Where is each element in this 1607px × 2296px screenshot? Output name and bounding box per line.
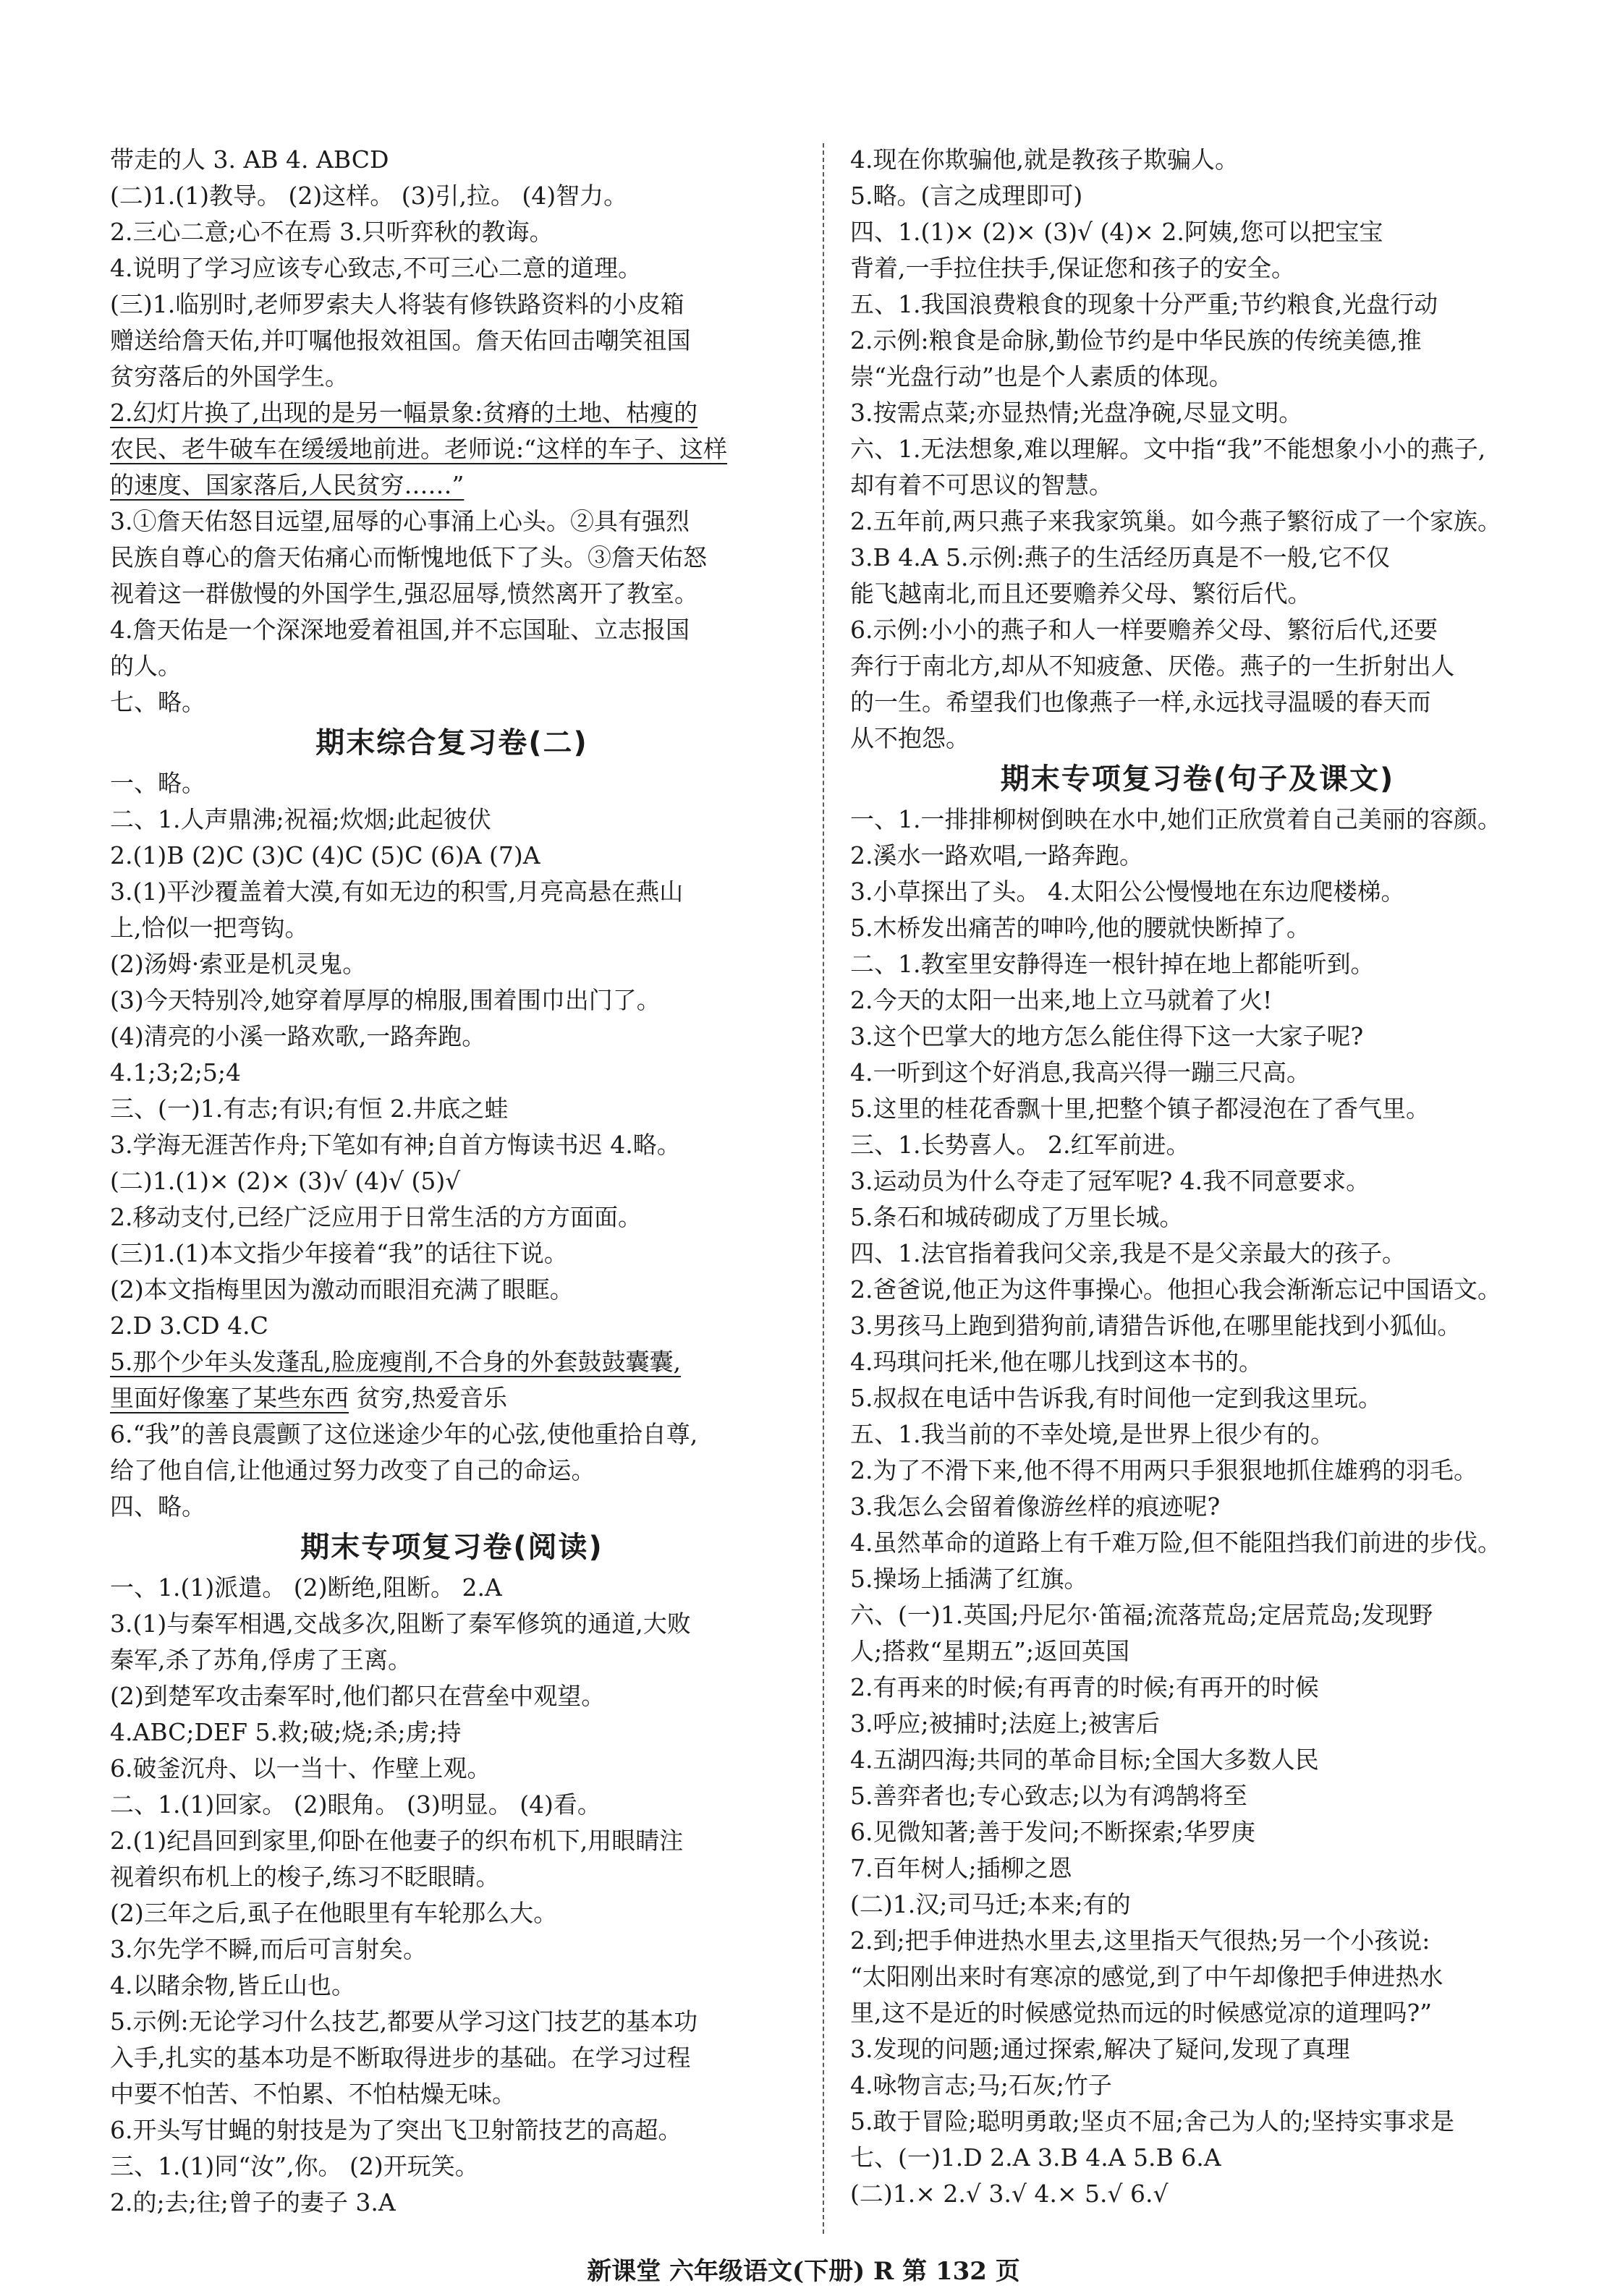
answer-line: 3.呼应;被捕时;法庭上;被害后: [850, 1709, 1160, 1738]
answer-line: 3.①詹天佑怒目远望,屈辱的心事涌上心头。②具有强烈: [110, 507, 690, 535]
answer-line: (2)三年之后,虱子在他眼里有车轮那么大。: [110, 1899, 558, 1927]
answer-line: 五、1.我国浪费粮食的现象十分严重;节约粮食,光盘行动: [850, 290, 1438, 318]
answer-line: 3.小草探出了头。 4.太阳公公慢慢地在东边爬楼梯。: [850, 877, 1405, 906]
answer-line: (二)1.(1)教导。 (2)这样。 (3)引,拉。 (4)智力。: [110, 182, 628, 210]
answer-line: 6.见微知著;善于发问;不断探索;华罗庚: [850, 1818, 1255, 1846]
answer-line: 2.爸爸说,他正为这件事操心。他担心我会渐渐忘记中国语文。: [850, 1275, 1501, 1304]
answer-line: (三)1.临别时,老师罗索夫人将装有修铁路资料的小皮箱: [110, 290, 684, 318]
answer-line: (二)1.(1)× (2)× (3)√ (4)√ (5)√: [110, 1167, 461, 1195]
answer-line: 人;搭救“星期五”;返回英国: [850, 1637, 1129, 1665]
answer-line: (2)到楚军攻击秦军时,他们都只在营垒中观望。: [110, 1682, 606, 1710]
left-column: [110, 142, 794, 2221]
answer-line: 奔行于南北方,却从不知疲惫、厌倦。燕子的一生折射出人: [850, 652, 1455, 680]
answer-line: 2.溪水一路欢唱,一路奔跑。: [850, 841, 1143, 869]
answer-line: 四、1.法官指着我问父亲,我是不是父亲最大的孩子。: [850, 1239, 1406, 1267]
answer-line: 3.尔先学不瞬,而后可言射矣。: [110, 1935, 427, 1963]
answer-line: 5.敢于冒险;聪明勇敢;坚贞不屈;舍己为人的;坚持实事求是: [850, 2107, 1454, 2135]
answer-line: 6.开头写甘蝇的射技是为了突出飞卫射箭技艺的高超。: [110, 2116, 682, 2144]
answer-line: 5.善弈者也;专心致志;以为有鸿鹄将至: [850, 1782, 1247, 1810]
answer-line: 民族自尊心的詹天佑痛心而惭愧地低下了头。③詹天佑怒: [110, 543, 707, 571]
answer-line: 六、1.无法想象,难以理解。文中指“我”不能想象小小的燕子,: [850, 435, 1486, 463]
answer-line: 的一生。希望我们也像燕子一样,永远找寻温暖的春天而: [850, 688, 1431, 716]
answer-line: 2.幻灯片换了,出现的是另一幅景象:贫瘠的土地、枯瘦的: [110, 399, 698, 427]
answer-line: (2)汤姆·索亚是机灵鬼。: [110, 950, 367, 978]
answer-line: 5.木桥发出痛苦的呻吟,他的腰就快断掉了。: [850, 914, 1310, 942]
answer-line: 4.詹天佑是一个深深地爱着祖国,并不忘国耻、立志报国: [110, 616, 690, 644]
answer-line: 2.有再来的时候;有再青的时候;有再开的时候: [850, 1673, 1319, 1701]
answer-line: 2.(1)B (2)C (3)C (4)C (5)C (6)A (7)A: [110, 841, 540, 869]
answer-line: 6.“我”的善良震颤了这位迷途少年的心弦,使他重拾自尊,: [110, 1420, 698, 1448]
answer-line: 5.叔叔在电话中告诉我,有时间他一定到我这里玩。: [850, 1384, 1382, 1412]
answer-line: 秦军,杀了苏角,俘虏了王离。: [110, 1646, 412, 1674]
answer-line: (3)今天特别冷,她穿着厚厚的棉服,围着围巾出门了。: [110, 986, 661, 1014]
answer-line: 2.D 3.CD 4.C: [110, 1311, 268, 1340]
answer-line: 四、略。: [110, 1492, 205, 1521]
answer-line: 赠送给詹天佑,并叮嘱他报效祖国。詹天佑回击嘲笑祖国: [110, 326, 691, 354]
section-title: 期末专项复习卷(阅读): [300, 1531, 603, 1564]
answer-line: 2.今天的太阳一出来,地上立马就着了火!: [850, 986, 1273, 1014]
answer-line: 5.略。(言之成理即可): [850, 182, 1083, 210]
answer-line: 中要不怕苦、不怕累、不怕枯燥无味。: [110, 2080, 516, 2108]
answer-line: 农民、老牛破车在缓缓地前进。老师说:“这样的车子、这样: [110, 435, 727, 463]
answer-line: 4.一听到这个好消息,我高兴得一蹦三尺高。: [850, 1058, 1310, 1087]
answer-line: 带走的人 3. AB 4. ABCD: [110, 145, 389, 174]
answer-line: 崇“光盘行动”也是个人素质的体现。: [850, 362, 1233, 391]
answer-line: 4.咏物言志;马;石灰;竹子: [850, 2071, 1112, 2099]
answer-line: 4.五湖四海;共同的革命目标;全国大多数人民: [850, 1746, 1319, 1774]
answer-line: 3.这个巴掌大的地方怎么能住得下这一大家子呢?: [850, 1022, 1364, 1050]
answer-line: 七、(一)1.D 2.A 3.B 4.A 5.B 6.A: [850, 2143, 1221, 2172]
answer-line: 2.移动支付,已经广泛应用于日常生活的方方面面。: [110, 1203, 642, 1231]
answer-line: 背着,一手拉住扶手,保证您和孩子的安全。: [850, 254, 1295, 282]
answer-line: 一、1.(1)派遣。 (2)断绝,阻断。 2.A: [110, 1573, 502, 1602]
answer-line: 四、1.(1)× (2)× (3)√ (4)× 2.阿姨,您可以把宝宝: [850, 218, 1383, 246]
answer-line: 5.示例:无论学习什么技艺,都要从学习这门技艺的基本功: [110, 2007, 698, 2036]
column-divider: [823, 143, 824, 2234]
answer-line: 却有着不可思议的智慧。: [850, 471, 1113, 499]
answer-line: 5.这里的桂花香飘十里,把整个镇子都浸泡在了香气里。: [850, 1094, 1430, 1123]
answer-line: 贫穷落后的外国学生。: [110, 362, 349, 391]
answer-line: (二)1.× 2.√ 3.√ 4.× 5.√ 6.√: [850, 2180, 1169, 2208]
answer-line: 一、1.一排排柳树倒映在水中,她们正欣赏着自己美丽的容颜。: [850, 805, 1501, 833]
answer-line: 4.以睹余物,皆丘山也。: [110, 1971, 355, 1999]
answer-line: 4.说明了学习应该专心致志,不可三心二意的道理。: [110, 254, 642, 282]
answer-line: 3.我怎么会留着像游丝样的痕迹呢?: [850, 1492, 1221, 1521]
answer-line: 6.示例:小小的燕子和人一样要赡养父母、繁衍后代,还要: [850, 616, 1438, 644]
answer-line: 从不抱怨。: [850, 724, 970, 752]
answer-line: 4.玛琪问托米,他在哪儿找到这本书的。: [850, 1348, 1263, 1376]
answer-line: 2.五年前,两只燕子来我家筑巢。如今燕子繁衍成了一个家族。: [850, 507, 1501, 535]
answer-line: (三)1.(1)本文指少年接着“我”的话往下说。: [110, 1239, 568, 1267]
answer-line: 能飞越南北,而且还要赡养父母、繁衍后代。: [850, 579, 1312, 608]
answer-line: 六、(一)1.英国;丹尼尔·笛福;流落荒岛;定居荒岛;发现野: [850, 1601, 1433, 1629]
answer-line: 5.操场上插满了红旗。: [850, 1565, 1088, 1593]
answer-line: 3.发现的问题;通过探索,解决了疑问,发现了真理: [850, 2035, 1350, 2063]
answer-line: 的人。: [110, 652, 182, 680]
answer-line: 五、1.我当前的不幸处境,是世界上很少有的。: [850, 1420, 1334, 1448]
answer-line: 一、略。: [110, 769, 205, 797]
answer-line: 二、1.人声鼎沸;祝福;炊烟;此起彼伏: [110, 805, 491, 833]
answer-line: 给了他自信,让他通过努力改变了自己的命运。: [110, 1456, 595, 1484]
answer-line: 视着这一群傲慢的外国学生,强忍屈辱,愤然离开了教室。: [110, 579, 698, 608]
answer-line: 4.1;3;2;5;4: [110, 1058, 241, 1087]
answer-line: (二)1.汉;司马迁;本来;有的: [850, 1890, 1131, 1918]
answer-line: 的速度、国家落后,人民贫穷……”: [110, 471, 465, 499]
answer-line: (4)清亮的小溪一路欢歌,一路奔跑。: [110, 1022, 486, 1050]
answer-line: 2.示例:粮食是命脉,勤俭节约是中华民族的传统美德,推: [850, 326, 1422, 354]
answer-line: 6.破釜沉舟、以一当十、作壁上观。: [110, 1754, 491, 1782]
answer-line: 3.运动员为什么夺走了冠军呢? 4.我不同意要求。: [850, 1167, 1370, 1195]
answer-line: 三、1.(1)同“汝”,你。 (2)开玩笑。: [110, 2152, 479, 2180]
answer-line: 4.现在你欺骗他,就是教孩子欺骗人。: [850, 145, 1239, 174]
answer-line: 里面好像塞了某些东西 贫穷,热爱音乐: [110, 1384, 507, 1412]
answer-line: 二、1.(1)回家。 (2)眼角。 (3)明显。 (4)看。: [110, 1790, 601, 1819]
answer-line: 视着织布机上的梭子,练习不眨眼睛。: [110, 1863, 500, 1891]
answer-line: 3.(1)平沙覆盖着大漠,有如无边的积雪,月亮高悬在燕山: [110, 877, 684, 906]
answer-line: 七、略。: [110, 688, 205, 716]
answer-line: 3.B 4.A 5.示例:燕子的生活经历真是不一般,它不仅: [850, 543, 1391, 571]
page-footer: 新课堂 六年级语文(下册) R 第 132 页: [587, 2257, 1020, 2286]
answer-line: 3.(1)与秦军相遇,交战多次,阻断了秦军修筑的通道,大败: [110, 1610, 691, 1638]
answer-line: 4.ABC;DEF 5.救;破;烧;杀;虏;持: [110, 1718, 462, 1746]
answer-line: 2.到;把手伸进热水里去,这里指天气很热;另一个小孩说:: [850, 1926, 1430, 1955]
answer-line: 3.按需点菜;亦显热情;光盘净碗,尽显文明。: [850, 399, 1303, 427]
right-column: [850, 142, 1545, 2212]
section-title: 期末综合复习卷(二): [315, 726, 588, 760]
answer-line: 里,这不是近的时候感觉热而远的时候感觉凉的道理吗?”: [850, 1999, 1433, 2027]
answer-line: 入手,扎实的基本功是不断取得进步的基础。在学习过程: [110, 2044, 691, 2072]
answer-line: 三、1.长势喜人。 2.红军前进。: [850, 1131, 1190, 1159]
answer-line: 上,恰似一把弯钩。: [110, 914, 309, 942]
answer-line: 5.那个少年头发蓬乱,脸庞瘦削,不合身的外套鼓鼓囊囊,: [110, 1348, 681, 1376]
answer-line: (2)本文指梅里因为激动而眼泪充满了眼眶。: [110, 1275, 574, 1304]
section-title: 期末专项复习卷(句子及课文): [1000, 762, 1395, 796]
answer-line: 5.条石和城砖砌成了万里长城。: [850, 1203, 1184, 1231]
answer-line: 2.的;去;往;曾子的妻子 3.A: [110, 2188, 396, 2216]
answer-line: 7.百年树人;插柳之恩: [850, 1854, 1072, 1882]
answer-line: 2.为了不滑下来,他不得不用两只手狠狠地抓住雄鸦的羽毛。: [850, 1456, 1477, 1484]
answer-line: 二、1.教室里安静得连一根针掉在地上都能听到。: [850, 950, 1375, 978]
answer-line: 2.三心二意;心不在焉 3.只听弈秋的教诲。: [110, 218, 554, 246]
answer-line: 三、(一)1.有志;有识;有恒 2.井底之蛙: [110, 1094, 509, 1123]
answer-line: 3.学海无涯苦作舟;下笔如有神;自首方悔读书迟 4.略。: [110, 1131, 681, 1159]
answer-line: “太阳刚出来时有寒凉的感觉,到了中午却像把手伸进热水: [850, 1963, 1443, 1991]
answer-line: 4.虽然革命的道路上有千难万险,但不能阻挡我们前进的步伐。: [850, 1528, 1501, 1557]
answer-line: 2.(1)纪昌回到家里,仰卧在他妻子的织布机下,用眼睛注: [110, 1827, 684, 1855]
answer-line: 3.男孩马上跑到猎狗前,请猎告诉他,在哪里能找到小狐仙。: [850, 1311, 1462, 1340]
